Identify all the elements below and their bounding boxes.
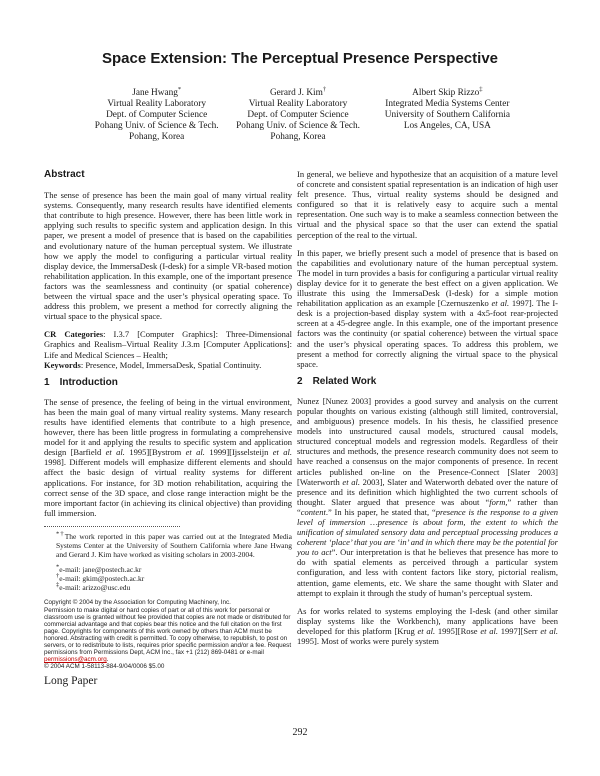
section-title: Related Work [312,375,377,387]
email-footnote-line: †e-mail: gkim@postech.ac.kr [56,572,145,583]
keywords: Keywords: Presence, Model, ImmersaDesk, Spatial Continuity. [44,359,262,370]
author-name: Albert Skip Rizzo‡ [412,85,483,98]
body-paragraph: As for works related to systems employing the I-desk (and other similar display systems like the Workbench), many applications have been developed for this platform [Krug et al. 1995][Rose et al. 1997][Serr et al. 1995]. Most of works were purely system [297,605,558,647]
body-paragraph: In general, we believe and hypothesize that an acquisition of a mature level of concrete and consistent spatial representation is an indication of high user felt presence. Thus, virtual reality systems should be designed and configured so that it is relatively easy to acquire such a mental representation. One such way is to make a seamless connection between the virtual and the physical space so that the user can extend the spatial perception of the real to the virtual. [297,169,558,240]
author-footnote-mark: † [322,85,327,93]
author-name: Gerard J. Kim† [269,85,327,98]
author-footnote-mark: * [177,85,182,93]
author-affiliation-line: Pohang Univ. of Science & Tech. [94,121,219,131]
section-number: 2 [297,375,303,387]
email-footnote-line: ‡e-mail: arizzo@usc.edu [56,581,131,593]
author-affiliation-line: Integrated Media Systems Center [385,99,510,109]
author-albert-rizzo [369,85,526,143]
authors-block [86,85,526,143]
cr-categories: CR Categories: I.3.7 [Computer Graphics]: Three-Dimensional Graphics and Realism–Virtual Reality J.3.m [Computer Applications]: Life and Medical Sciences – Health; [44,329,293,360]
footnote-marks: *† [56,530,65,538]
footnote-mark: † [56,572,60,580]
author-affiliation-line: Pohang, Korea [129,132,185,142]
page-number: 292 [292,727,308,738]
right-column [297,169,558,654]
footnote-mark: * [56,563,60,571]
intro-paragraph: The sense of presence, the feeling of being in the virtual environment, has been the main goal of many virtual reality systems. Many research results have identified elements that contribute to a high presence, however, there has been little progress in formulating a comprehensive model for it and applying the results to specific system and application design [Barfield et al. 1995][Bystrom et al. 1999][Ijsselsteijn et al. 1998]. Different models will emphasize different elements and should affect the basic design of virtual reality systems for different applications. For instance, for 3D motion rehabilitation, acquiring the correct sense of the 3D space, and close range interaction might be the more important factor (in achieving its clinical objective) than providing full immersion. [44,396,292,518]
permissions-email-link[interactable]: permissions@acm.org [44,656,107,664]
author-affiliation-line: Dept. of Computer Science [106,110,208,120]
section-number: 1 [44,376,50,388]
email-footnote-line: *e-mail: jane@postech.ac.kr [56,563,142,574]
section-title: Introduction [59,376,118,388]
paper-title: Space Extension: The Perceptual Presence Perspective [101,50,498,67]
left-column [44,170,292,686]
footnote-mark: ‡ [56,581,60,589]
author-affiliation-line: Pohang, Korea [270,132,326,142]
copyright-isbn-line: © 2004 ACM 1-58113-884-9/04/0006 $5.00 [44,663,165,671]
author-affiliation-line: Virtual Reality Laboratory [248,99,348,109]
author-name: Jane Hwang* [132,85,182,98]
author-affiliation-line: Pohang Univ. of Science & Tech. [236,121,360,131]
author-affiliation-line: University of Southern California [384,110,510,120]
author-footnote-mark: ‡ [479,85,483,93]
copyright-body: Permission to make digital or hard copies of part or all of this work for personal or classroom use is granted without fee provided that copies are not made or distributed for commercial advantage and that copies bear this notice and the full citation on the first page. Copyrights for components of this work owned by others than ACM must be honored. Abstracting with credit is permitted. To copy otherwise, to republish, to post on servers, or to redistribute to lists, requires prior specific permission and/or a fee. Request permissions from Permissions Dept, ACM Inc., fax +1 (212) 869-0481 or e-mail permissions@acm.org. [44,606,292,664]
author-affiliation-line: Dept. of Computer Science [247,110,349,120]
abstract-text: The sense of presence has been the main goal of many virtual reality systems. Consequently, many research results have identified elements that contribute to high presence. However, there has been little work in applying such results to specific system and application design. In this paper, we present a model of presence that is based on the capabilities and evolutionary nature of the human perceptual system. We illustrate how we apply the model to configuring a particular virtual reality display device, the ImmersaDesk (I-desk) for a simple VR-based motion rehabilitation application. In this example, one of the important presence factors was the seamlessness and continuity (or spatial coherence) between the virtual space and the user’s physical operating space. To address this problem, we present a method for correctly aligning the virtual space to the physical space. [44,190,292,322]
long-paper-label: Long Paper [44,675,98,688]
abstract-heading: Abstract [44,169,85,180]
footnote-separator [44,526,180,527]
author-gerard-kim [227,85,368,143]
email-footnotes [56,565,292,593]
body-paragraph: Nunez [Nunez 2003] provides a good survey and analysis on the current popular thoughts on various existing (although still limited, controversial, and ambiguous) presence models. In his thesis, he classified presence models into unstructured causal models, structured causal models, structured conceptual models and regression models. Regardless of their structures and methods, the presence research community does not seem to have reached a consensus on the major components of presence. In recent articles published on-line on the Presence-Connect [Slater 2003][Waterworth et al. 2003], Slater and Waterworth debated over the nature of presence and its definition which highlighted the two current schools of thought. Slater argued that presence was about “form,” rather than “content.” In his paper, he stated that, “presence is the response to a given level of immersion …presence is about form, the extent to which the unification of simulated sensory data and perceptual processing produces a coherent ‘place’ that you are ‘in’ and in which there may be the potential for you to act”. Our interpretation is that he believes that presence has more to do with spatial elements as perceived through a particular system configuration, and less with content factors like story, pictorial realism, attention, game elements, etc. We share the same thought with Slater and attempt to explain it through the study of human’s perceptual system. [297,395,559,598]
author-affiliation-line: Virtual Reality Laboratory [107,99,206,109]
copyright-line: Copyright © 2004 by the Association for Computing Machinery, Inc. [44,599,231,607]
footnote-text: *†The work reported in this paper was carried out at the Integrated Media Systems Center at the University of Southern California where Jane Hwang and Gerard J. Kim have worked as visiting scholars in 2003-2004. [56,530,292,560]
copyright-notice [44,599,292,670]
body-paragraph: In this paper, we briefly present such a model of presence that is based on the capabilities and evolutionary nature of the human perceptual system. The model in turn provides a basis for configuring a particular virtual reality display device for it to generate the best effect on a given application. We illustrate this using the ImmersaDesk (I-desk) for a simple motion rehabilitation application as an example [Czernuszenko et al. 1997]. The I-desk is a projection-based display system with a 4x5-foot rear-projected screen at a 45-degree angle. In this example, one of the important presence factors was the continuity (or spatial coherence) between the virtual space and the user’s physical operating spaces. To address this problem, we present a method for correctly aligning the virtual space to the physical space. [297,247,558,369]
author-affiliation-line: Los Angeles, CA, USA [403,121,491,131]
section-1-heading [44,378,292,388]
section-2-heading [297,377,558,387]
author-jane-hwang [86,85,227,143]
